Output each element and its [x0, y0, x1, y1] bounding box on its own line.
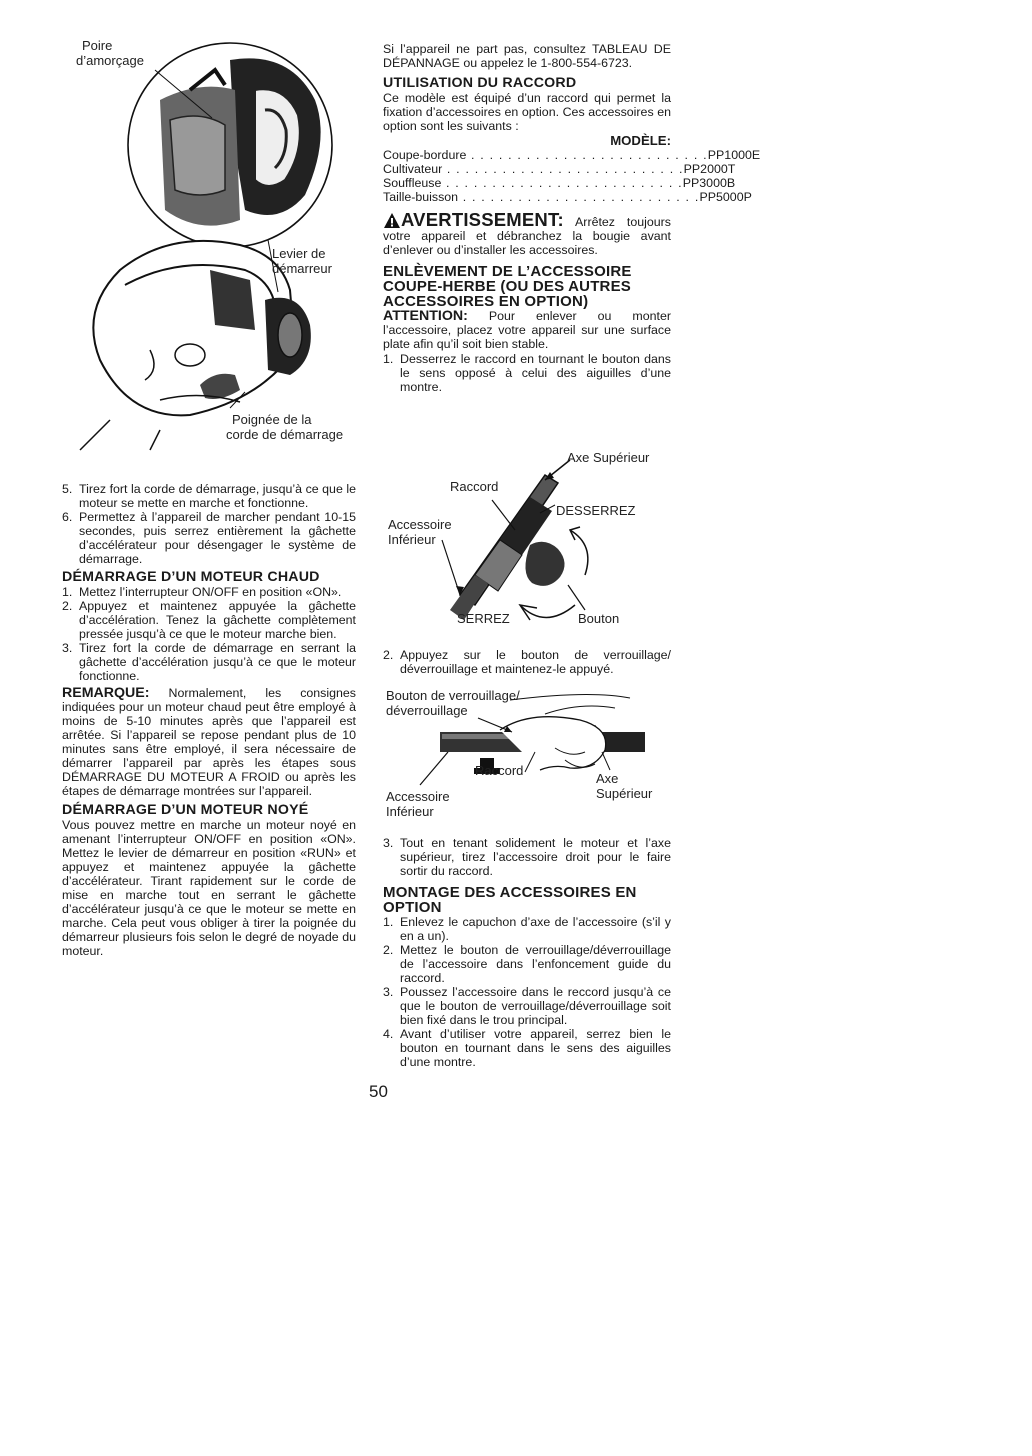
model-list: [383, 148, 761, 204]
intro-paragraph: Si l’appareil ne part pas, consultez TABLEAU DE DÉPANNAGE ou appelez le 1-800-554-6723.: [383, 42, 671, 70]
install-steps: [383, 915, 671, 1069]
model-header: MODÈLE:: [610, 133, 671, 148]
list-item: 1. Mettez l’interrupteur ON/OFF en position «ON».: [62, 585, 342, 599]
warm-steps: [62, 585, 356, 683]
removal-steps: [383, 352, 671, 394]
page-number: 50: [369, 1082, 388, 1101]
label-primer-bulb: Poire d’amorçage: [76, 38, 144, 68]
coupler-paragraph: Ce modèle est équipé d’un raccord qui permet la fixation d’accessoires en option. Ces accessoires en option sont les suivants :: [383, 91, 671, 133]
flooded-engine-heading: DÉMARRAGE D’UN MOTEUR NOYÉ: [62, 802, 309, 818]
warning-paragraph: AVERTISSEMENT: Arrêtez toujours votre appareil et débranchez la bougie avant d’enlever ou d’installer les accessoires.: [383, 209, 671, 257]
label-coupler-2: Raccord: [475, 763, 524, 778]
label-coupler: Raccord: [450, 479, 499, 494]
label-lock-button: Bouton de verrouillage/ déverrouillage: [386, 688, 520, 718]
label-upper-shaft-2: Axe Supérieur: [596, 771, 653, 801]
list-item: Coupe-bordure . . . . . . . . . . . . . . . . . . . . . . . . . . PP1000E: [383, 148, 761, 162]
right-column-bottom: [383, 836, 671, 1069]
warning-icon: [383, 212, 401, 229]
list-item: 2. Appuyez sur le bouton de verrouillage/ déverrouillage et maintenez-le appuyé.: [383, 648, 671, 676]
label-tighten: SERREZ: [457, 611, 510, 626]
label-loosen: DESSERREZ: [556, 503, 636, 518]
list-item: Souffleuse . . . . . . . . . . . . . . . . . . . . . . . . . . PP3000B: [383, 176, 736, 190]
note-paragraph: REMARQUE: Normalement, les consignes indiquées pour un moteur chaud peut être employé à moins de 5-10 minutes après que l’appareil est arrêtée. Si l’appareil se repose pendant plus de 10 minutes sans être employé, il sera nécessaire de démarrer l’appareil par après les étapes sous DÉMARRAGE DU MOTEUR A FROID ou après les étapes de démarrage montrées sur l’appareil.: [62, 685, 356, 798]
right-step-2: [383, 648, 671, 676]
list-item: 6. Permettez à l’appareil de marcher pendant 10-15 secondes, puis serrez entièrement la gâchette d’accélérateur pour désengager le système de démarrage.: [62, 510, 356, 566]
list-item: 5. Tirez fort la corde de démarrage, jusqu’à ce que le moteur se mette en marche et fonctionne.: [62, 482, 356, 510]
figure-starter: [40, 30, 370, 450]
list-item: 3. Tirez fort la corde de démarrage en serrant la gâchette d’accélération jusqu’à ce que le moteur fonctionne.: [62, 641, 356, 683]
label-upper-shaft: Axe Supérieur: [567, 450, 650, 465]
list-item: 1. Desserrez le raccord en tournant le bouton dans le sens opposé à celui des aiguilles d’une montre.: [383, 352, 671, 394]
removal-heading: ENLÈVEMENT DE L’ACCESSOIRE COUPE-HERBE (OU DES AUTRES ACCESSOIRES EN OPTION): [383, 263, 632, 310]
start-steps: [62, 482, 356, 566]
warning-label: AVERTISSEMENT:: [401, 209, 564, 230]
list-item: Cultivateur . . . . . . . . . . . . . . . . . . . . . . . . . . PP2000T: [383, 162, 736, 176]
list-item: 2. Mettez le bouton de verrouillage/déverrouillage de l’accessoire dans l’enfoncement guide du raccord.: [383, 943, 671, 985]
flooded-paragraph: Vous pouvez mettre en marche un moteur noyé en amenant l’interrupteur ON/OFF en position «ON». Mettez le levier de démarreur en position «RUN» et appuyez et maintenez appuyée la gâchette d’accélérateur. Tirant rapidement sur le corde de mise en marche tout en serrant le gâchette d’accélérateur jusqu’à ce que le moteur se mette en marche. Cela peut vous obliger à tirer la poignée du démarreur plusieurs fois selon le degré de noyade du moteur.: [62, 818, 356, 958]
list-item: Taille-buisson . . . . . . . . . . . . . . . . . . . . . . . . . . PP5000P: [383, 190, 752, 204]
list-item: 1. Enlevez le capuchon d’axe de l’accessoire (s’il y en a un).: [383, 915, 671, 943]
list-item: 2. Appuyez et maintenez appuyée la gâchette d’accélération. Tenez la gâchette complètement pressée jusqu’à ce que le moteur marche bien.: [62, 599, 356, 641]
warm-engine-heading: DÉMARRAGE D’UN MOTEUR CHAUD: [62, 569, 320, 585]
list-item: 3. Tout en tenant solidement le moteur et l’axe supérieur, tirez l’accessoire droit pour le faire sortir du raccord.: [383, 836, 671, 878]
label-starter-handle: Poignée de la corde de démarrage: [226, 412, 344, 442]
label-lower-accessory-2: Accessoire Inférieur: [386, 789, 450, 819]
coupler-heading: UTILISATION DU RACCORD: [383, 75, 577, 91]
note-label: REMARQUE:: [62, 685, 150, 701]
label-lower-accessory: Accessoire Inférieur: [388, 517, 452, 547]
list-item: 3. Poussez l’accessoire dans le reccord jusqu’à ce que le bouton de verrouillage/déverrouillage soit bien fixé dans le trou principal.: [383, 985, 671, 1027]
right-column-top: [383, 42, 761, 394]
attention-label: ATTENTION:: [383, 308, 468, 324]
list-item: 4. Avant d’utiliser votre appareil, serrez bien le bouton en tournant dans le sens des aiguilles d’une montre.: [383, 1027, 671, 1069]
install-heading: MONTAGE DES ACCESSOIRES EN OPTION: [383, 884, 637, 916]
label-knob: Bouton: [578, 611, 620, 626]
label-starter-lever: Levier de démarreur: [272, 246, 332, 276]
attention-paragraph: ATTENTION: Pour enlever ou monter l’accessoire, placez votre appareil sur une surface plate afin qu’il soit bien stable.: [383, 308, 671, 351]
left-column: [62, 482, 356, 958]
starter-illustration: [40, 30, 370, 450]
